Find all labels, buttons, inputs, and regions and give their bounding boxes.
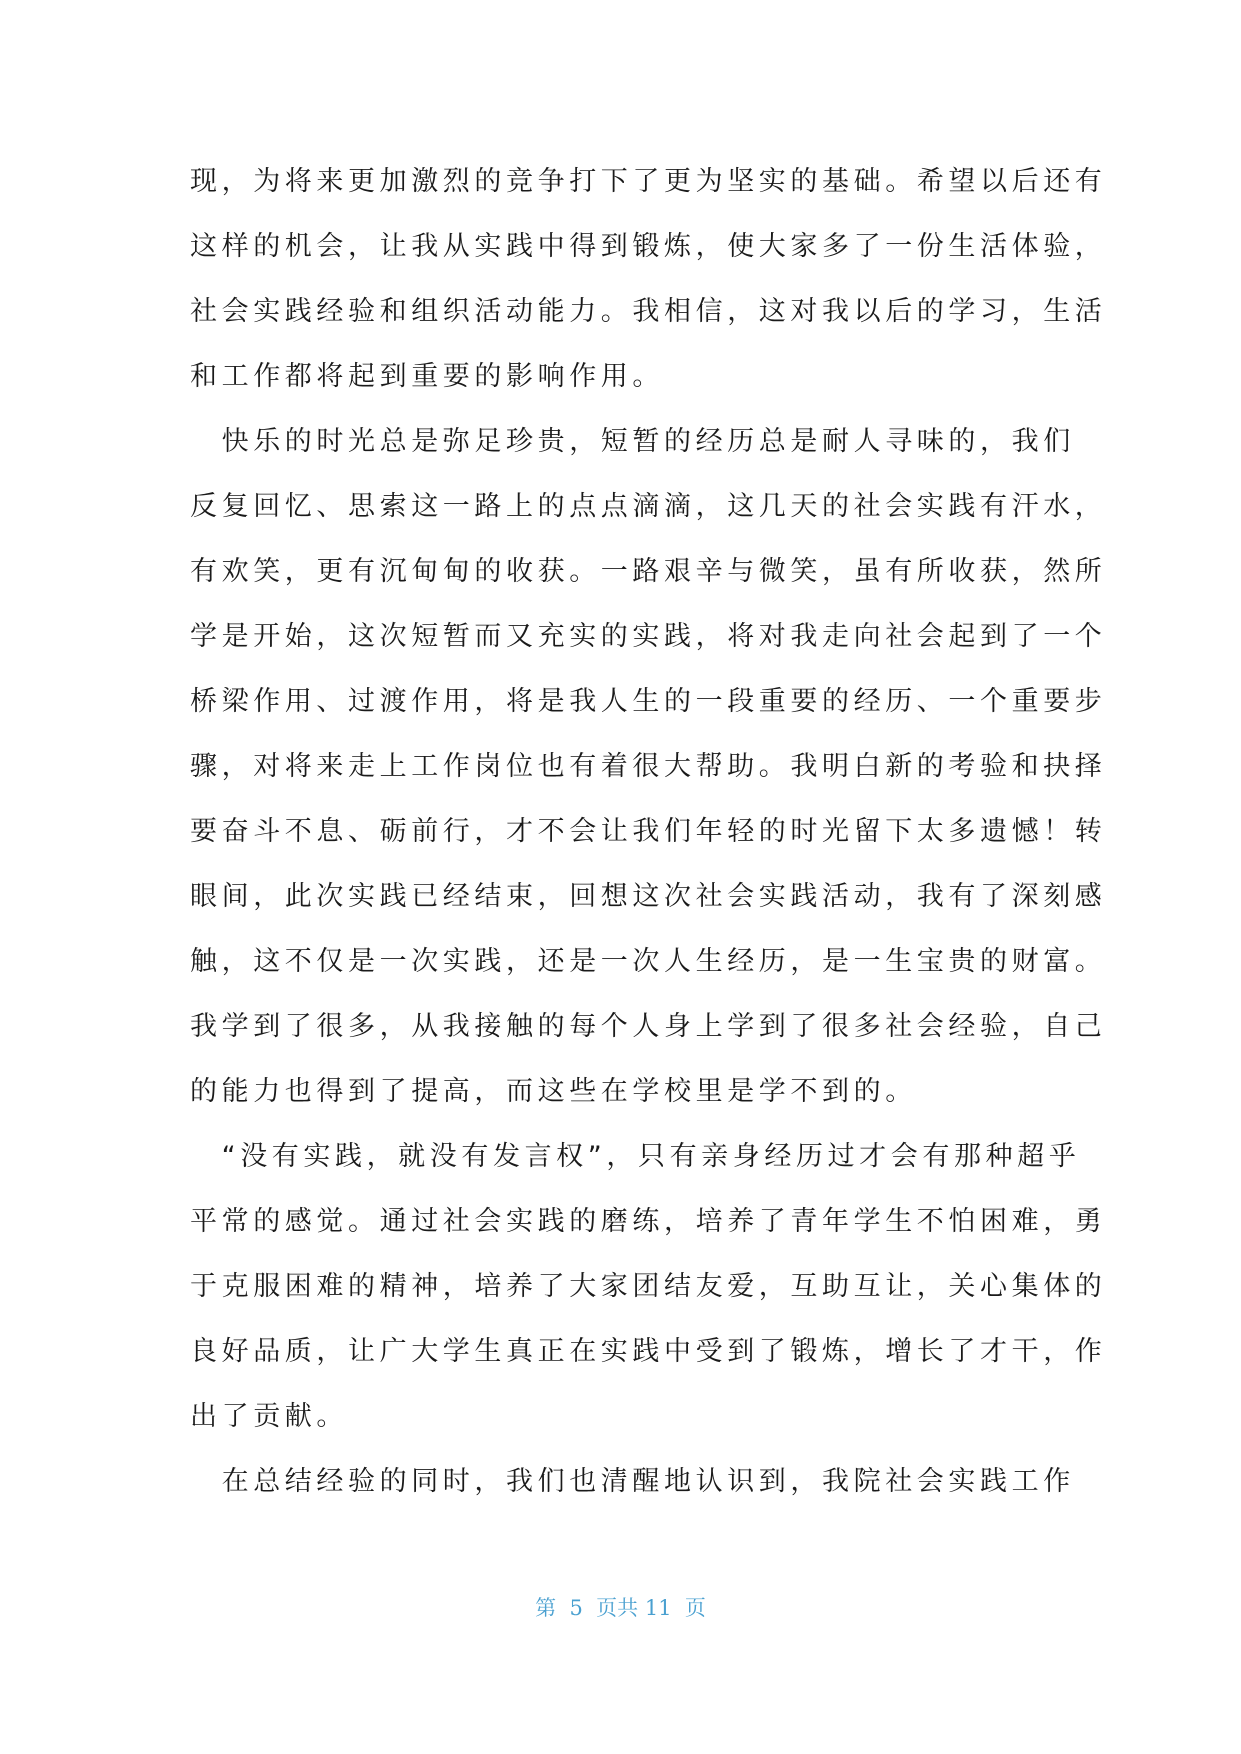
text-line: 有欢笑，更有沉甸甸的收获。一路艰辛与微笑，虽有所收获，然所 [190, 556, 1107, 587]
text-line: 良好品质，让广大学生真正在实践中受到了锻炼，增长了才干，作 [190, 1336, 1107, 1367]
text-line: 在总结经验的同时，我们也清醒地认识到，我院社会实践工作 [190, 1466, 1075, 1497]
text-line: 这样的机会，让我从实践中得到锻炼，使大家多了一份生活体验， [190, 231, 1107, 262]
text-line: 现，为将来更加激烈的竞争打下了更为坚实的基础。希望以后还有 [190, 166, 1107, 197]
text-line: 和工作都将起到重要的影响作用。 [190, 361, 664, 392]
text-line: 社会实践经验和组织活动能力。我相信，这对我以后的学习，生活 [190, 296, 1107, 327]
text-line: 骤，对将来走上工作岗位也有着很大帮助。我明白新的考验和抉择 [190, 751, 1107, 782]
text-line: “没有实践，就没有发言权”，只有亲身经历过才会有那种超乎 [190, 1141, 1081, 1172]
body-text [190, 157, 1107, 1522]
text-line: 的能力也得到了提高，而这些在学校里是学不到的。 [190, 1076, 917, 1107]
page-number-footer: 第 5 页共 11 页 [535, 1596, 706, 1620]
text-line: 于克服困难的精神，培养了大家团结友爱，互助互让，关心集体的 [190, 1271, 1107, 1302]
text-line: 触，这不仅是一次实践，还是一次人生经历，是一生宝贵的财富。 [190, 946, 1107, 977]
text-line: 平常的感觉。通过社会实践的磨练，培养了青年学生不怕困难，勇 [190, 1206, 1107, 1237]
text-line: 快乐的时光总是弥足珍贵，短暂的经历总是耐人寻味的，我们 [190, 426, 1075, 457]
text-line: 桥梁作用、过渡作用，将是我人生的一段重要的经历、一个重要步 [190, 686, 1107, 717]
text-line: 出了贡献。 [190, 1401, 348, 1432]
text-line: 反复回忆、思索这一路上的点点滴滴，这几天的社会实践有汗水， [190, 491, 1107, 522]
text-line: 眼间，此次实践已经结束，回想这次社会实践活动，我有了深刻感 [190, 881, 1107, 912]
text-line: 学是开始，这次短暂而又充实的实践，将对我走向社会起到了一个 [190, 621, 1107, 652]
text-line: 要奋斗不息、砺前行，才不会让我们年轻的时光留下太多遗憾！转 [190, 816, 1107, 847]
text-line: 我学到了很多，从我接触的每个人身上学到了很多社会经验，自己 [190, 1011, 1107, 1042]
